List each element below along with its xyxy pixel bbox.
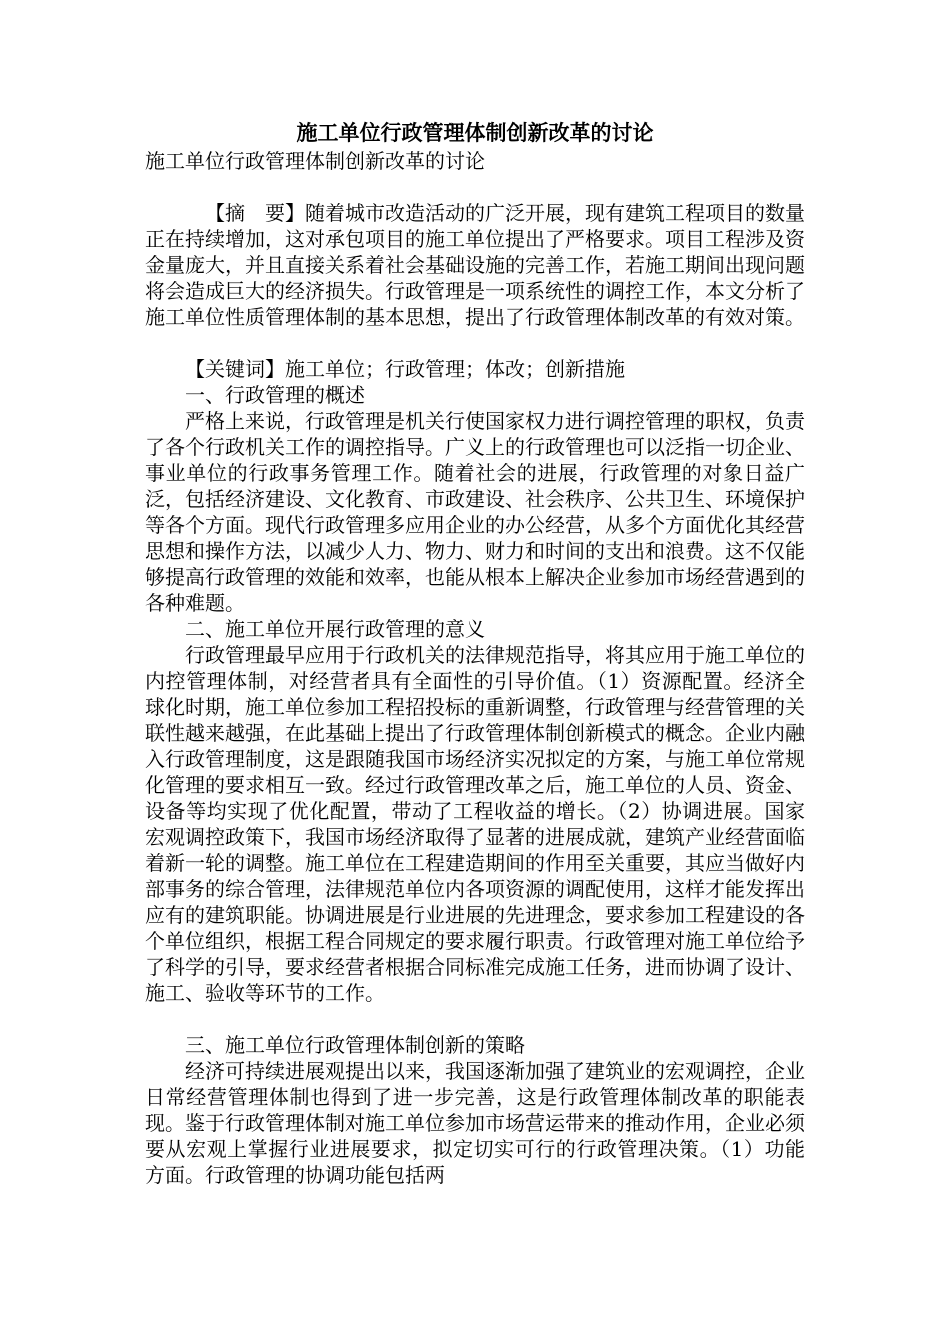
section-body-1: 严格上来说，行政管理是机关行使国家权力进行调控管理的职权，负责了各个行政机关工作的调控指导。广义上的行政管理也可以泛指一切企业、事业单位的行政事务管理工作。随着社会的进展，行政管理的对象日益广泛，包括经济建设、文化教育、市政建设、社会秩序、公共卫生、环境保护等各个方面。现代行政管理多应用企业的办公经营，从多个方面优化其经营思想和操作方法，以减少人力、物力、财力和时间的支出和浪费。这不仅能够提高行政管理的效能和效率，也能从根本上解决企业参加市场经营遇到的各种难题。 [145,409,805,615]
abstract-paragraph: 【摘 要】随着城市改造活动的广泛开展，现有建筑工程项目的数量正在持续增加，这对承包项目的施工单位提出了严格要求。项目工程涉及资金量庞大，并且直接关系着社会基础设施的完善工作，若施工期间出现问题将会造成巨大的经济损失。行政管理是一项系统性的调控工作，本文分析了施工单位性质管理体制的基本思想，提出了行政管理体制改革的有效对策。 [145,201,805,329]
document-subtitle: 施工单位行政管理体制创新改革的讨论 [145,149,485,173]
section-heading-3: 三、施工单位行政管理体制创新的策略 [185,1033,525,1057]
section-heading-2: 二、施工单位开展行政管理的意义 [185,617,485,641]
spacer [145,174,805,200]
section-heading-1: 一、行政管理的概述 [185,383,365,407]
spacer [145,330,805,356]
spacer [145,1006,805,1032]
section-body-3: 经济可持续进展观提出以来，我国逐渐加强了建筑业的宏观调控，企业日常经营管理体制也得到了进一步完善，这是行政管理体制改革的职能表现。鉴于行政管理体制对施工单位参加市场营运带来的推动作用，企业必须要从宏观上掌握行业进展要求，拟定切实可行的行政管理决策。（1）功能方面。行政管理的协调功能包括两 [145,1059,805,1187]
document-title: 施工单位行政管理体制创新改革的讨论 [296,120,654,145]
section-body-2: 行政管理最早应用于行政机关的法律规范指导，将其应用于施工单位的内控管理体制，对经营者具有全面性的引导价值。（1）资源配置。经济全球化时期，施工单位参加工程招投标的重新调整，行政管理与经营管理的关联性越来越强，在此基础上提出了行政管理体制创新模式的概念。企业内融入行政管理制度，这是跟随我国市场经济实况拟定的方案，与施工单位常规化管理的要求相互一致。经过行政管理改革之后，施工单位的人员、资金、设备等均实现了优化配置，带动了工程收益的增长。（2）协调进展。国家宏观调控政策下，我国市场经济取得了显著的进展成就，建筑产业经营面临着新一轮的调整。施工单位在工程建造期间的作用至关重要，其应当做好内部事务的综合管理，法律规范单位内各项资源的调配使用，这样才能发挥出应有的建筑职能。协调进展是行业进展的先进理念，要求参加工程建设的各个单位组织，根据工程合同规定的要求履行职责。行政管理对施工单位给予了科学的引导，要求经营者根据合同标准完成施工任务，进而协调了设计、施工、验收等环节的工作。 [145,643,805,1005]
document-page [145,118,805,1188]
keywords-line: 【关键词】施工单位；行政管理；体改；创新措施 [185,357,625,381]
